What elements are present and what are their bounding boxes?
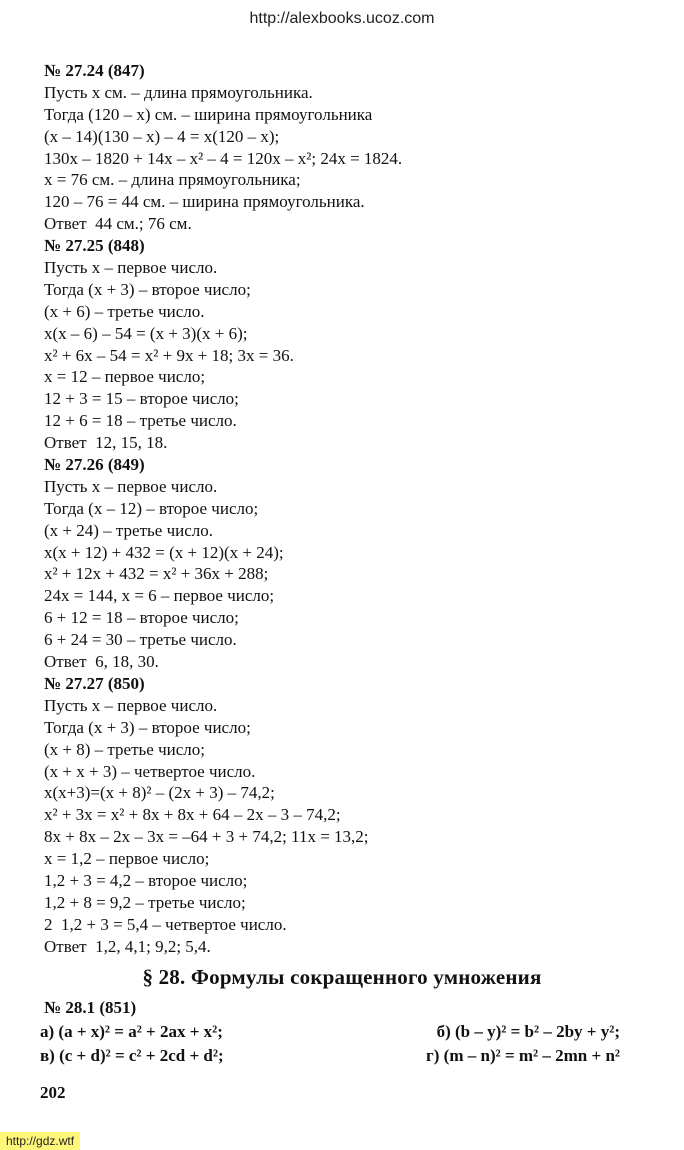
solutions-text	[44, 60, 644, 958]
solution-line: 2 1,2 + 3 = 5,4 – четвертое число.	[44, 914, 287, 934]
solution-line: Пусть x – первое число.	[44, 258, 218, 278]
solution-line: x(x – 6) – 54 = (x + 3)(x + 6);	[44, 323, 248, 343]
solution-line: Ответ 6, 18, 30.	[44, 652, 159, 672]
solution-line: x = 1,2 – первое число;	[44, 849, 210, 869]
solution-line: 24x = 144, x = 6 – первое число;	[44, 586, 275, 606]
solution-line: Ответ 1,2, 4,1; 9,2; 5,4.	[44, 936, 211, 956]
problem-title: № 27.27 (850)	[44, 673, 145, 693]
solution-line: (x + 6) – третье число.	[44, 301, 205, 321]
solution-line: 12 + 6 = 18 – третье число.	[44, 411, 237, 431]
formula-b: б) (b – y)² = b² – 2by + y²;	[436, 1022, 620, 1041]
formula-row	[40, 1044, 620, 1068]
solution-line: 8x + 8x – 2x – 3x = –64 + 3 + 74,2; 11x = 13,2;	[44, 827, 369, 847]
solution-line: Тогда (x – 12) – второе число;	[44, 498, 259, 518]
solution-line: (x + x + 3) – четвертое число.	[44, 761, 256, 781]
solution-line: 12 + 3 = 15 – второе число;	[44, 389, 239, 409]
solution-line: x(x+3)=(x + 8)² – (2x + 3) – 74,2;	[44, 783, 275, 803]
solution-line: Тогда (120 – x) см. – ширина прямоугольника	[44, 104, 373, 124]
section-title: § 28. Формулы сокращенного умножения	[142, 965, 542, 989]
formula-g: г) (m – n)² = m² – 2mn + n²	[426, 1046, 620, 1065]
solution-line: (x + 8) – третье число;	[44, 739, 205, 759]
solution-line: 6 + 12 = 18 – второе число;	[44, 608, 239, 628]
solution-line: x = 76 см. – длина прямоугольника;	[44, 170, 301, 190]
solution-line: Пусть x – первое число.	[44, 695, 218, 715]
solution-line: Ответ 44 см.; 76 см.	[44, 214, 192, 234]
problem-title: № 27.24 (847)	[44, 61, 145, 80]
problem-title: № 27.25 (848)	[44, 236, 145, 256]
solution-line: (x – 14)(130 – x) – 4 = x(120 – x);	[44, 126, 280, 146]
solution-line: (x + 24) – третье число.	[44, 520, 213, 540]
solution-line: 130x – 1820 + 14x – x² – 4 = 120x – x²; 24x = 1824.	[44, 148, 403, 168]
solution-line: Ответ 12, 15, 18.	[44, 433, 168, 453]
footer-url[interactable]: http://gdz.wtf	[0, 1132, 80, 1150]
page-number: 202	[40, 1083, 66, 1102]
formula-v: в) (c + d)² = c² + 2cd + d²;	[40, 1046, 224, 1065]
solution-line: Пусть x – первое число.	[44, 476, 218, 496]
solution-line: x = 12 – первое число;	[44, 367, 206, 387]
solution-line: 1,2 + 3 = 4,2 – второе число;	[44, 870, 248, 890]
problem-title: № 27.26 (849)	[44, 455, 145, 475]
solution-line: 1,2 + 8 = 9,2 – третье число;	[44, 892, 246, 912]
solution-line: x(x + 12) + 432 = (x + 12)(x + 24);	[44, 542, 284, 562]
problem-28-1-title: № 28.1 (851)	[44, 998, 137, 1017]
solution-line: x² + 12x + 432 = x² + 36x + 288;	[44, 564, 269, 584]
formula-a: а) (a + x)² = a² + 2ax + x²;	[40, 1022, 223, 1041]
solution-line: Пусть x см. – длина прямоугольника.	[44, 82, 313, 102]
formula-grid	[40, 1020, 620, 1068]
solution-line: x² + 3x = x² + 8x + 8x + 64 – 2x – 3 – 74,2;	[44, 805, 341, 825]
header-url[interactable]: http://alexbooks.ucoz.com	[249, 10, 435, 27]
solution-line: Тогда (x + 3) – второе число;	[44, 717, 251, 737]
solution-line: 6 + 24 = 30 – третье число.	[44, 630, 237, 650]
formula-row	[40, 1020, 620, 1044]
solution-line: 120 – 76 = 44 см. – ширина прямоугольника.	[44, 192, 365, 212]
solution-line: x² + 6x – 54 = x² + 9x + 18; 3x = 36.	[44, 345, 294, 365]
solution-line: Тогда (x + 3) – второе число;	[44, 279, 251, 299]
